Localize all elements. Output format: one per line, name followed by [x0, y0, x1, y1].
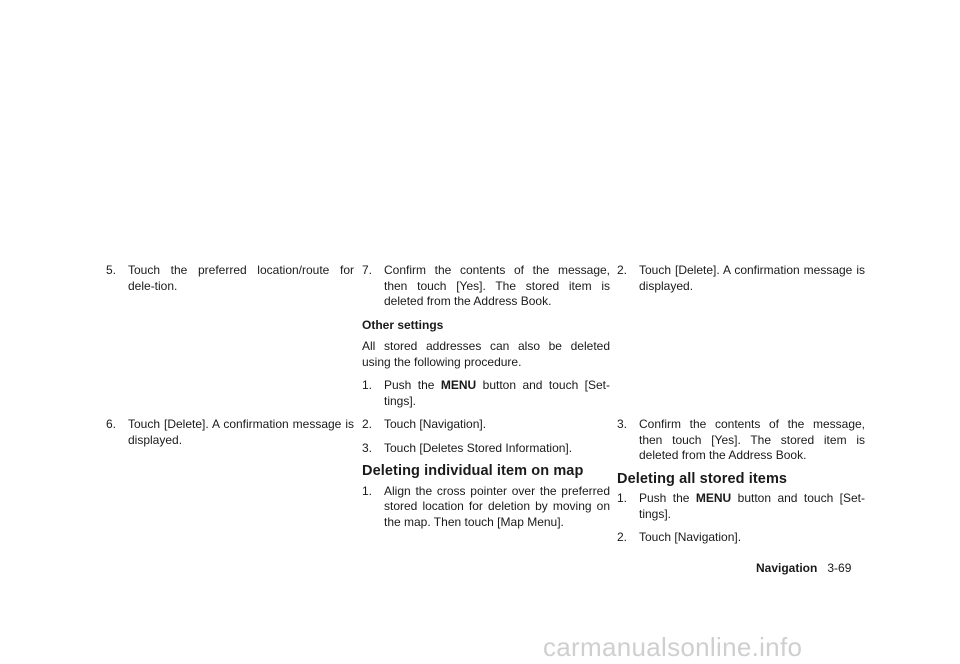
column-3-lower: [617, 417, 865, 554]
step-3: [617, 417, 865, 464]
step-3: [362, 441, 610, 457]
step-text: [384, 378, 610, 409]
step-number: 3.: [617, 417, 628, 431]
menu-button-label: MENU: [695, 491, 732, 505]
section-heading: Deleting individual item on map: [362, 463, 584, 479]
step-text: Confirm the contents of the message, then touch [Yes]. The stored item is deleted from the Address Book.: [384, 263, 610, 308]
step-number: 7.: [362, 263, 373, 277]
other-settings-heading: Other settings: [362, 317, 444, 332]
step-text-pre: Push the: [639, 491, 696, 505]
step-number: 5.: [106, 263, 117, 277]
step-number: 2.: [617, 530, 628, 544]
section-heading: Deleting all stored items: [617, 470, 788, 487]
step-text: Touch the preferred location/route for dele-tion.: [128, 263, 354, 293]
step-1: [362, 484, 610, 531]
step-number: 6.: [106, 417, 117, 431]
step-text: [639, 491, 865, 522]
step-2: [617, 530, 865, 546]
step-text: Touch [Delete]. A confirmation message is displayed.: [128, 417, 354, 447]
step-5: [106, 263, 354, 294]
step-text-post: button and touch [Set-tings].: [384, 378, 611, 408]
step-number: 1.: [362, 483, 373, 498]
column-2: [362, 263, 610, 538]
step-number: 2.: [617, 263, 628, 277]
step-text: Touch [Deletes Stored Information].: [384, 440, 573, 455]
step-text: Touch [Navigation].: [639, 530, 742, 544]
column-3: [617, 263, 866, 544]
step-number: 3.: [362, 440, 373, 455]
other-settings-text: All stored addresses can also be deleted using the following procedure.: [362, 339, 610, 369]
step-text-pre: Push the: [384, 378, 441, 392]
page-number: 3-69: [827, 561, 852, 575]
step-6: [106, 417, 354, 448]
footer-section: Navigation: [756, 561, 818, 575]
watermark: carmanualsonline.info: [543, 632, 803, 662]
step-7: [362, 263, 610, 310]
step-text: Confirm the contents of the message, then touch [Yes]. The stored item is deleted from the Address Book.: [639, 417, 865, 462]
step-number: 2.: [362, 417, 373, 431]
step-text-post: button and touch [Set-tings].: [639, 491, 866, 521]
column-1: [106, 263, 354, 447]
page-footer: [756, 561, 851, 575]
step-1: [362, 378, 610, 409]
menu-button-label: MENU: [440, 378, 477, 392]
step-number: 1.: [617, 491, 628, 505]
step-1: [617, 491, 865, 522]
step-2: [617, 263, 865, 294]
step-text: Touch [Navigation].: [384, 417, 487, 431]
step-2: [362, 417, 610, 433]
step-number: 1.: [362, 378, 373, 392]
step-text: Align the cross pointer over the preferred stored location for deletion by moving on the map. Then touch [Map Menu].: [384, 483, 610, 529]
step-text: Touch [Delete]. A confirmation message is displayed.: [639, 263, 865, 293]
